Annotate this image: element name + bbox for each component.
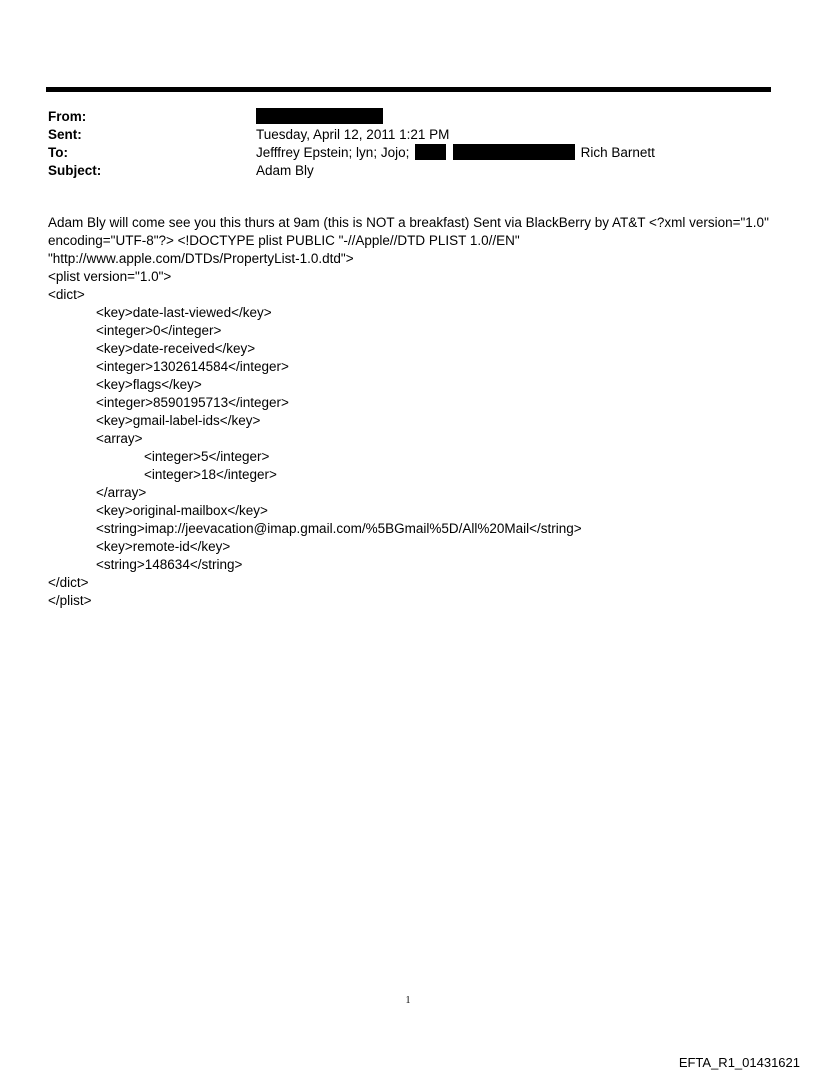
body-line: <dict>: [48, 287, 85, 302]
redaction-box: [256, 108, 383, 124]
subject-value: Adam Bly: [256, 163, 314, 178]
body-line: <key>flags</key>: [96, 377, 202, 392]
redaction-box: [415, 144, 446, 160]
to-recipient-last: Rich Barnett: [580, 145, 655, 160]
body-line: <plist version="1.0">: [48, 269, 172, 284]
body-line: <integer>0</integer>: [96, 323, 222, 338]
body-line: <string>imap://jeevacation@imap.gmail.com/%5BGmail%5D/All%20Mail</string>: [96, 521, 582, 536]
body-line: </plist>: [48, 593, 92, 608]
body-line: <integer>5</integer>: [144, 449, 270, 464]
body-line: <integer>8590195713</integer>: [96, 395, 289, 410]
redaction-box: [453, 144, 575, 160]
body-line: </dict>: [48, 575, 89, 590]
subject-label: Subject:: [48, 163, 102, 178]
to-value: [256, 144, 655, 162]
email-body: [48, 214, 778, 610]
body-line: "http://www.apple.com/DTDs/PropertyList-1.0.dtd">: [48, 251, 354, 266]
body-line: <key>gmail-label-ids</key>: [96, 413, 261, 428]
from-label: From:: [48, 109, 87, 124]
to-label: To:: [48, 145, 68, 160]
sent-label: Sent:: [48, 127, 82, 142]
body-line: <key>original-mailbox</key>: [96, 503, 268, 518]
body-line: <integer>18</integer>: [144, 467, 277, 482]
body-line: <key>remote-id</key>: [96, 539, 231, 554]
body-line: <key>date-last-viewed</key>: [96, 305, 272, 320]
body-line: <integer>1302614584</integer>: [96, 359, 289, 374]
body-line: <array>: [96, 431, 143, 446]
body-line: <key>date-received</key>: [96, 341, 256, 356]
document-id: EFTA_R1_01431621: [678, 1055, 800, 1070]
page-number: 1: [405, 995, 411, 1006]
from-value: [256, 108, 383, 126]
body-line: </array>: [96, 485, 147, 500]
header-rule: [46, 87, 771, 92]
body-line: Adam Bly will come see you this thurs at 9am (this is NOT a breakfast) Sent via BlackBerry by AT&T <?xml version="1.0": [48, 215, 769, 230]
body-line: <string>148634</string>: [96, 557, 243, 572]
to-recipients: Jefffrey Epstein; lyn; Jojo;: [256, 145, 410, 160]
body-line: encoding="UTF-8"?> <!DOCTYPE plist PUBLIC "-//Apple//DTD PLIST 1.0//EN": [48, 233, 520, 248]
sent-value: Tuesday, April 12, 2011 1:21 PM: [256, 127, 450, 142]
